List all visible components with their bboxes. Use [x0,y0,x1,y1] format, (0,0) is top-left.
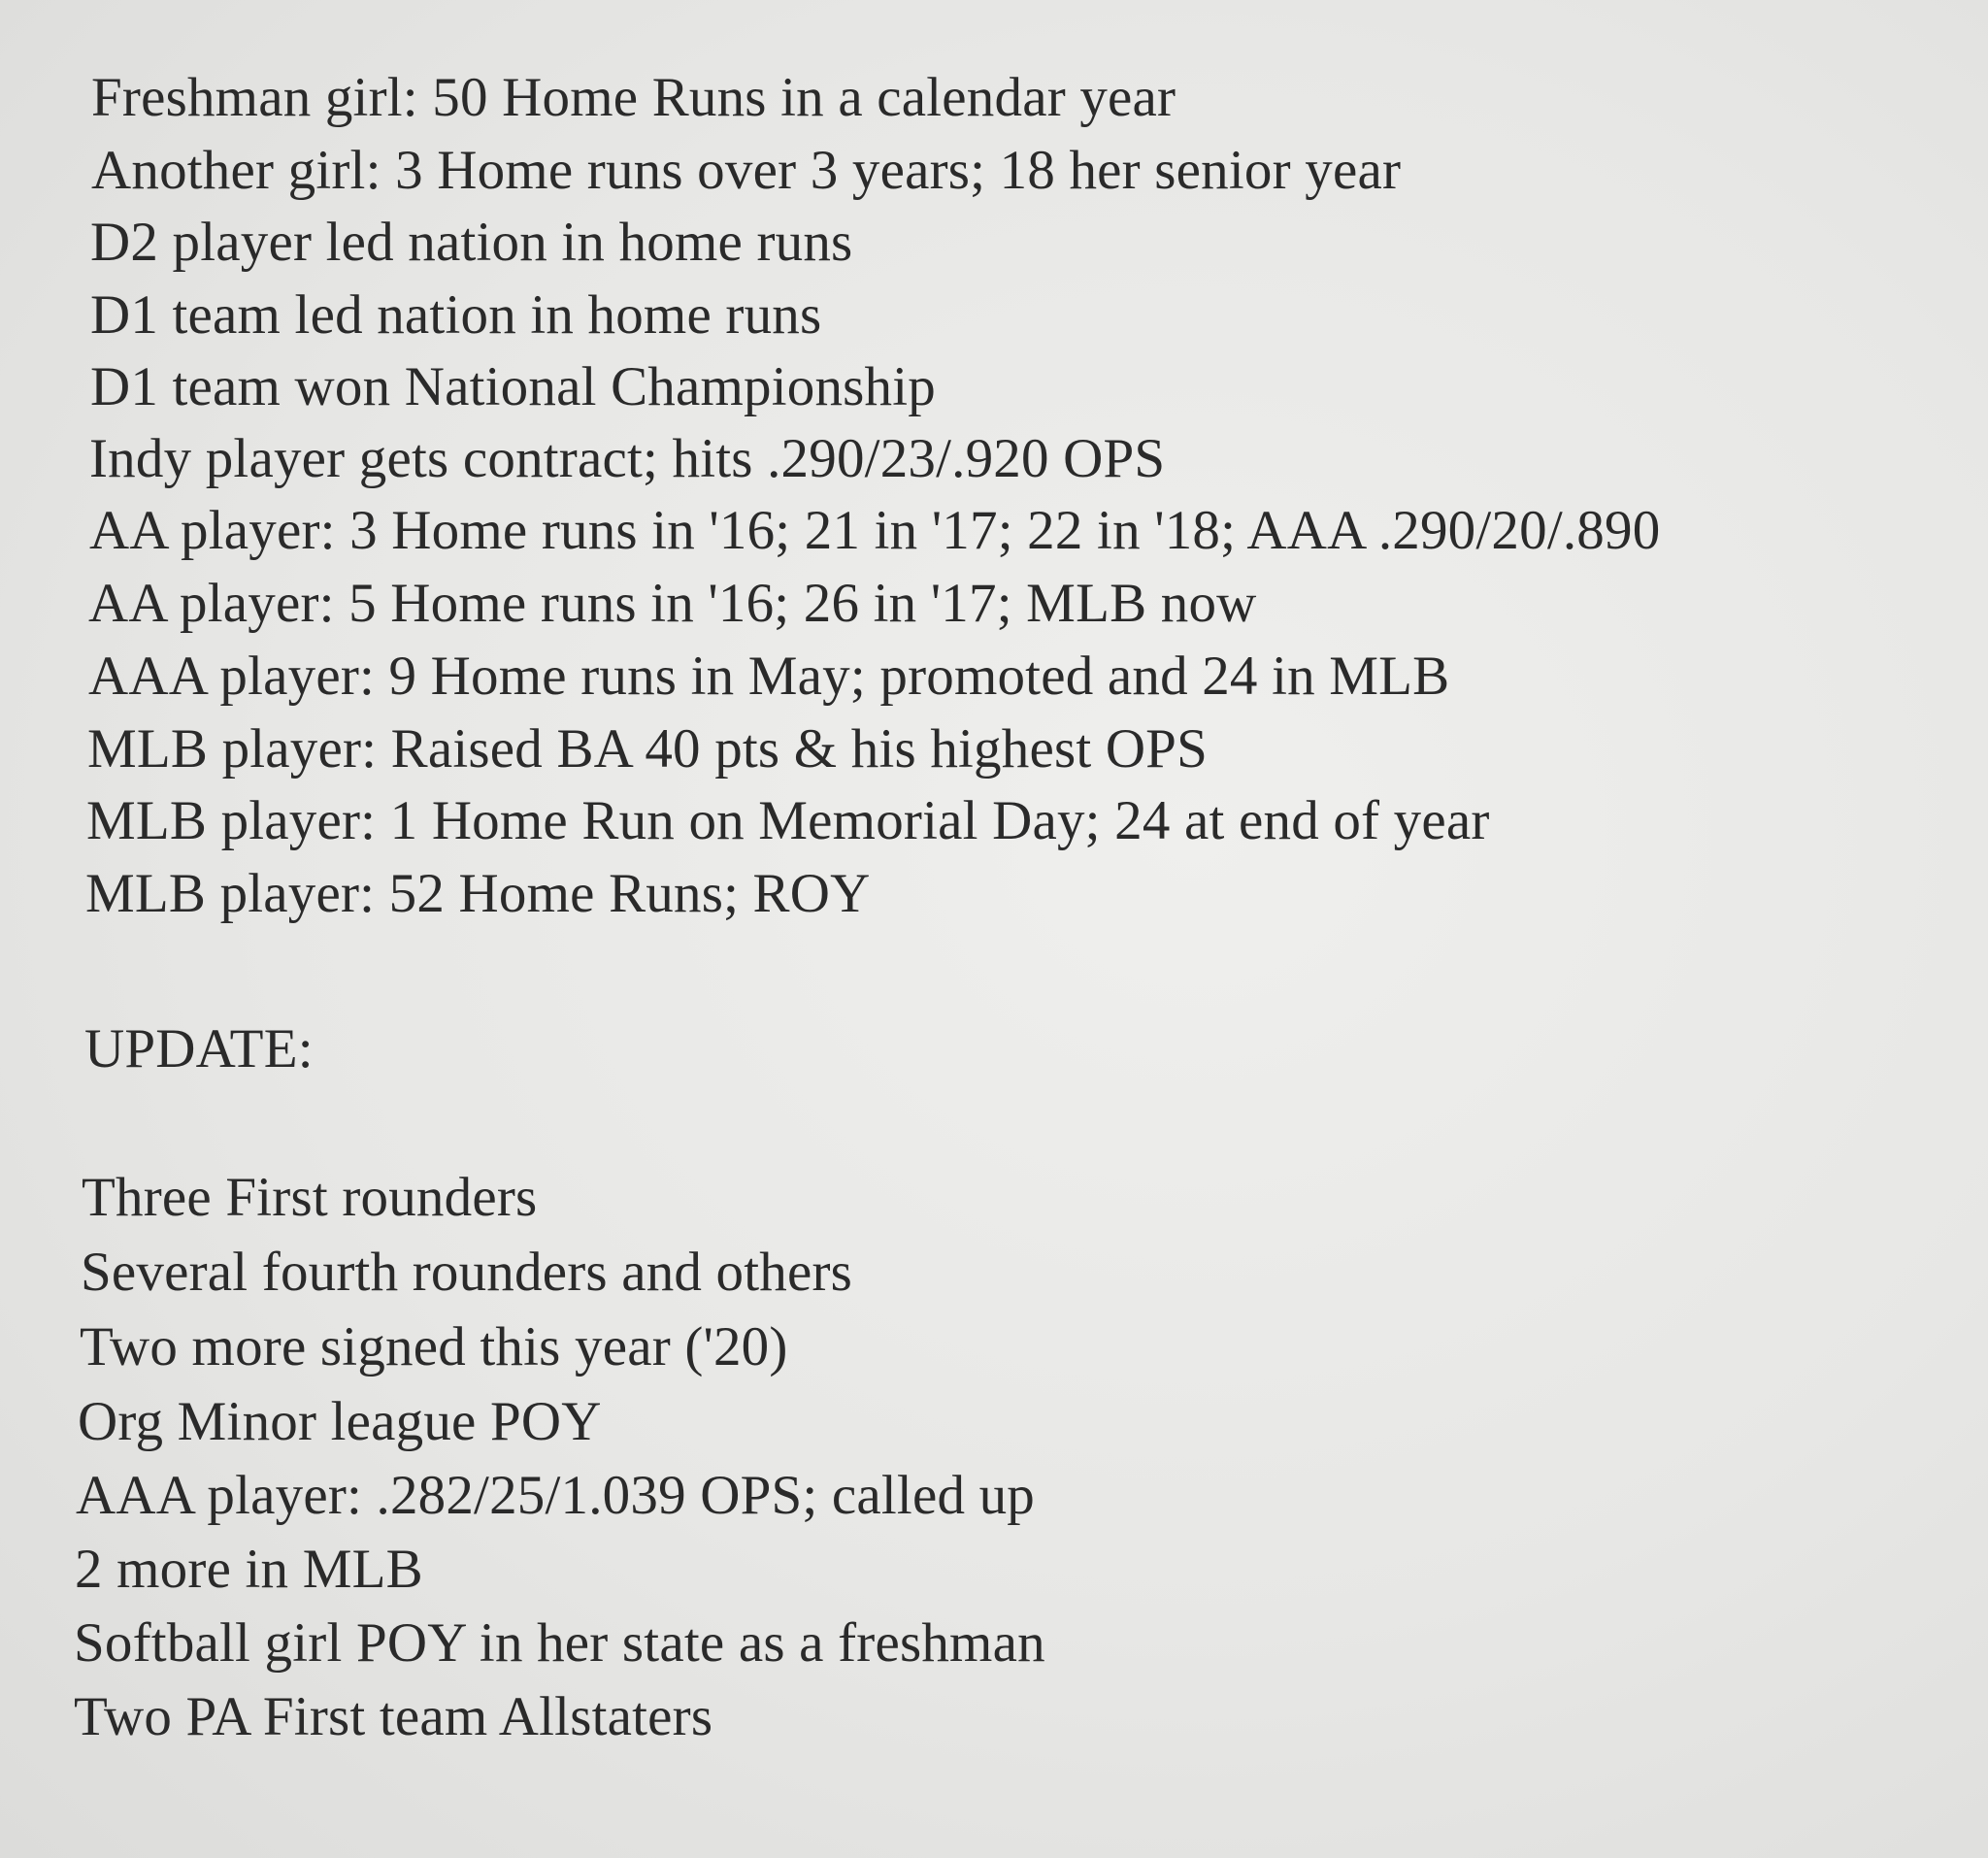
list-item: AA player: 5 Home runs in '16; 26 in '17; MLB now [88,573,1257,634]
list-item: AA player: 3 Home runs in '16; 21 in '17; 22 in '18; AAA .290/20/.890 [89,500,1661,561]
list-item: Two PA First team Allstaters [74,1686,713,1747]
list-item: Three First rounders [82,1167,538,1228]
list-item: Indy player gets contract; hits .290/23/.920 OPS [89,428,1166,489]
list-item: MLB player: Raised BA 40 pts & his highest OPS [87,718,1208,780]
list-item: Org Minor league POY [78,1391,602,1452]
list-item: AAA player: .282/25/1.039 OPS; called up [76,1465,1035,1526]
list-item: Several fourth rounders and others [81,1242,853,1303]
list-item: Two more signed this year ('20) [80,1316,788,1377]
list-item: Another girl: 3 Home runs over 3 years; 18 her senior year [91,140,1402,201]
list-item: Freshman girl: 50 Home Runs in a calendar year [91,67,1176,128]
list-item: D1 team won National Championship [90,356,936,417]
update-heading: UPDATE: [84,1018,314,1079]
list-item: AAA player: 9 Home runs in May; promoted and 24 in MLB [88,646,1450,707]
list-item: D2 player led nation in home runs [90,212,853,273]
list-item: Softball girl POY in her state as a freshman [74,1612,1045,1674]
list-item: MLB player: 1 Home Run on Memorial Day; 24 at end of year [86,790,1490,851]
list-item: D1 team led nation in home runs [90,284,822,346]
list-item: MLB player: 52 Home Runs; ROY [85,863,871,924]
list-item: 2 more in MLB [75,1539,423,1600]
